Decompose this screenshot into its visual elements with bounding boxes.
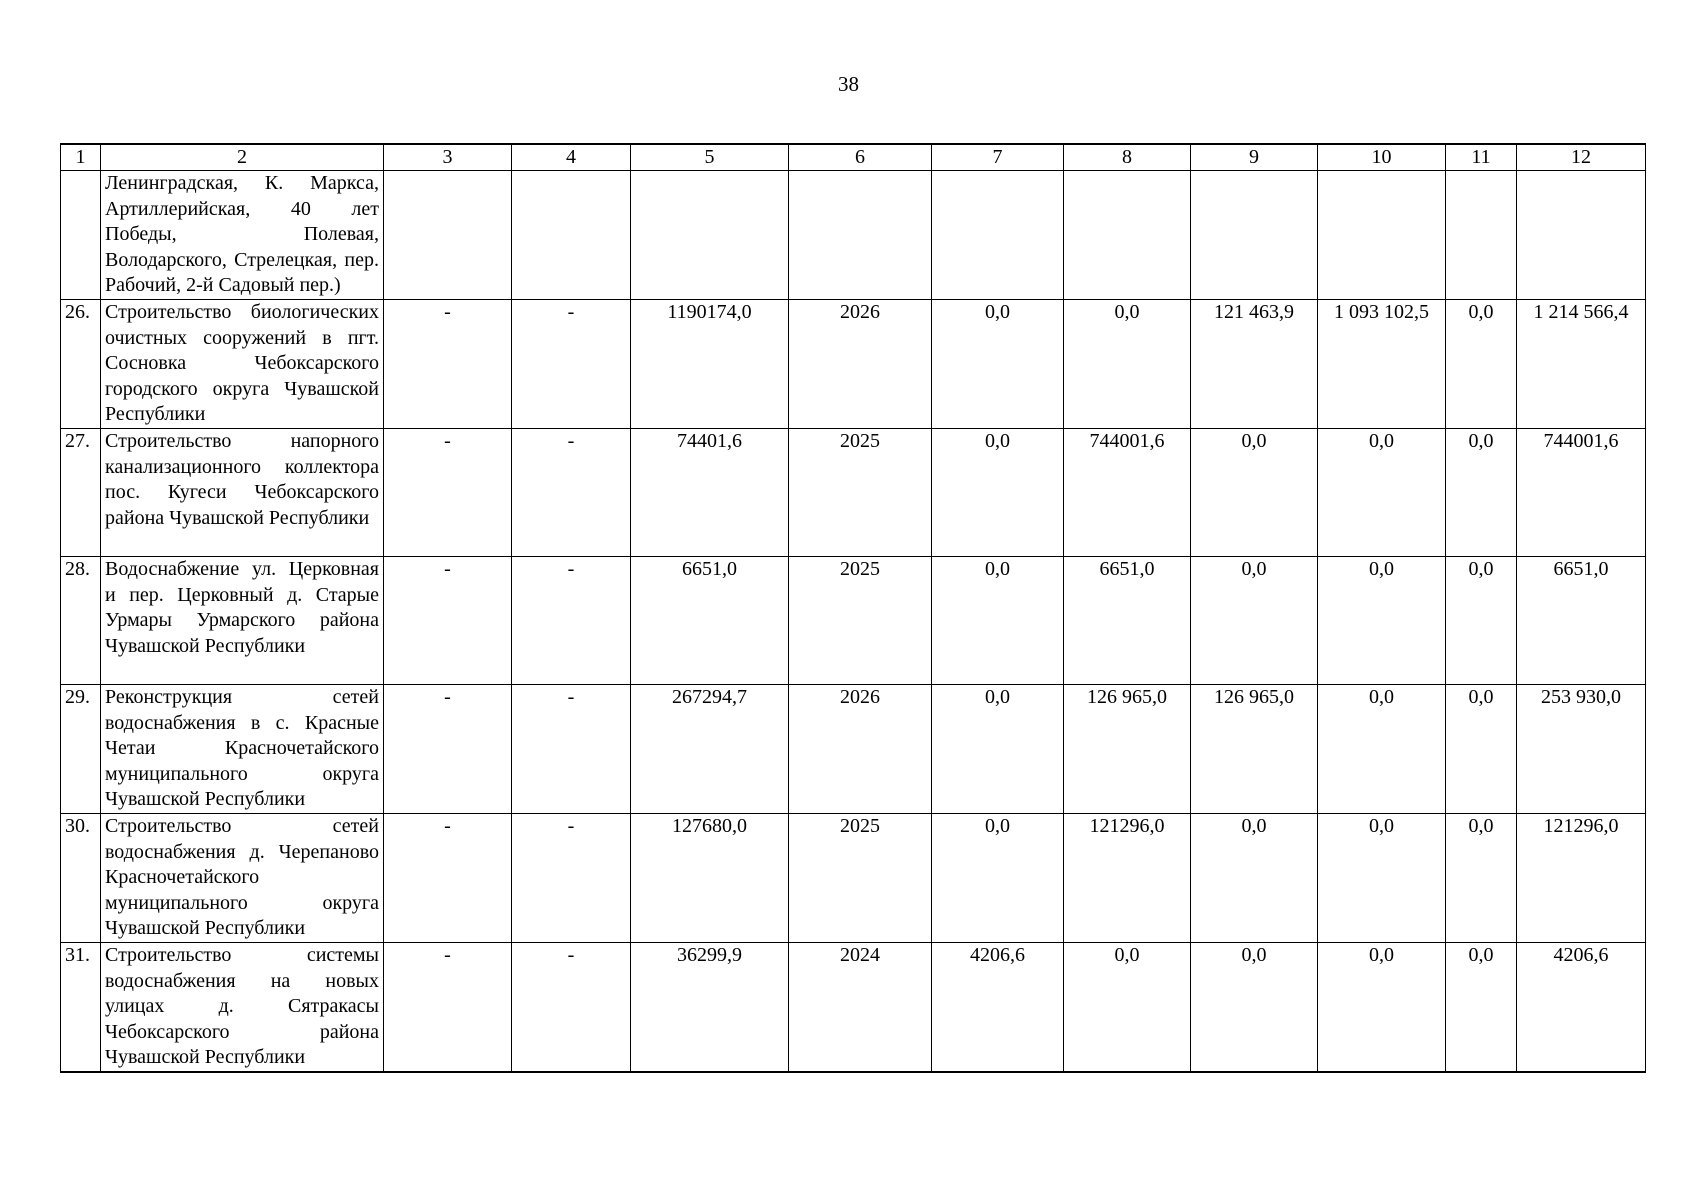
table-row xyxy=(61,942,1646,1071)
cell-empty xyxy=(1191,171,1318,300)
cell-col-10: 1 093 102,5 xyxy=(1318,300,1446,429)
cell-col-8: 0,0 xyxy=(1064,942,1191,1071)
page-number: 38 xyxy=(838,72,859,96)
cell-col-10: 0,0 xyxy=(1318,813,1446,942)
cell-col-12: 121296,0 xyxy=(1517,813,1646,942)
cell-col-4: - xyxy=(512,942,631,1071)
cell-col-8: 6651,0 xyxy=(1064,556,1191,684)
header-cell: 11 xyxy=(1446,144,1517,171)
project-name: Реконструкция сетей водоснабжения в с. Красные Четаи Красночетайского муниципального округа Чувашской Республики xyxy=(101,684,384,813)
table-row xyxy=(61,684,1646,813)
cell-col-12: 1 214 566,4 xyxy=(1517,300,1646,429)
cell-col-11: 0,0 xyxy=(1446,813,1517,942)
project-name: Строительство напорного канализационного коллектора пос. Кугеси Чебоксарского района Чувашской Республики xyxy=(101,428,384,556)
cell-col-3: - xyxy=(384,428,512,556)
cell-col-7: 0,0 xyxy=(932,300,1064,429)
cell-col-11: 0,0 xyxy=(1446,556,1517,684)
cell-col-10: 0,0 xyxy=(1318,942,1446,1071)
table-row xyxy=(61,428,1646,556)
cell-col-10: 0,0 xyxy=(1318,684,1446,813)
cell-col-5: 267294,7 xyxy=(631,684,789,813)
cell-empty xyxy=(1517,171,1646,300)
row-number: 31. xyxy=(61,942,101,1071)
cell-col-3: - xyxy=(384,813,512,942)
cell-col-11: 0,0 xyxy=(1446,428,1517,556)
cell-empty xyxy=(384,171,512,300)
investment-table xyxy=(60,143,1646,1073)
header-cell: 9 xyxy=(1191,144,1318,171)
header-cell: 4 xyxy=(512,144,631,171)
cell-col-9: 0,0 xyxy=(1191,428,1318,556)
cell-col-9: 0,0 xyxy=(1191,942,1318,1071)
cell-empty xyxy=(512,171,631,300)
cell-col-6: 2026 xyxy=(789,300,932,429)
cell-col-12: 744001,6 xyxy=(1517,428,1646,556)
header-cell: 2 xyxy=(101,144,384,171)
cell-col-6: 2025 xyxy=(789,428,932,556)
cell-col-12: 6651,0 xyxy=(1517,556,1646,684)
header-cell: 6 xyxy=(789,144,932,171)
cell-col-9: 121 463,9 xyxy=(1191,300,1318,429)
project-name: Строительство сетей водоснабжения д. Черепаново Красночетайского муниципального округа Чувашской Республики xyxy=(101,813,384,942)
cell-col-9: 0,0 xyxy=(1191,813,1318,942)
cell-empty xyxy=(1064,171,1191,300)
cell-col-7: 0,0 xyxy=(932,428,1064,556)
cell-col-10: 0,0 xyxy=(1318,428,1446,556)
cell-empty xyxy=(1446,171,1517,300)
cell-col-10: 0,0 xyxy=(1318,556,1446,684)
cell-col-7: 0,0 xyxy=(932,813,1064,942)
header-cell: 1 xyxy=(61,144,101,171)
cell-col-7: 0,0 xyxy=(932,556,1064,684)
cell-empty xyxy=(932,171,1064,300)
project-name: Строительство биологических очистных сооружений в пгт. Сосновка Чебоксарского городского округа Чувашской Республики xyxy=(101,300,384,429)
cell-col-3: - xyxy=(384,942,512,1071)
row-number: 28. xyxy=(61,556,101,684)
cell-col-5: 6651,0 xyxy=(631,556,789,684)
cell-col-11: 0,0 xyxy=(1446,942,1517,1071)
cell-col-3: - xyxy=(384,684,512,813)
project-name: Ленинградская, К. Маркса, Артиллерийская, 40 лет Победы, Полевая, Володарского, Стрелецкая, пер. Рабочий, 2-й Садовый пер.) xyxy=(101,171,384,300)
header-cell: 5 xyxy=(631,144,789,171)
header-cell: 12 xyxy=(1517,144,1646,171)
cell-col-8: 744001,6 xyxy=(1064,428,1191,556)
cell-col-5: 36299,9 xyxy=(631,942,789,1071)
header-row xyxy=(61,144,1646,171)
cell-empty xyxy=(631,171,789,300)
cell-col-8: 121296,0 xyxy=(1064,813,1191,942)
cell-col-6: 2026 xyxy=(789,684,932,813)
table-row-continuation xyxy=(61,171,1646,300)
cell-col-3: - xyxy=(384,300,512,429)
row-number: 29. xyxy=(61,684,101,813)
row-number: 26. xyxy=(61,300,101,429)
cell-col-4: - xyxy=(512,684,631,813)
cell-col-7: 4206,6 xyxy=(932,942,1064,1071)
cell-col-7: 0,0 xyxy=(932,684,1064,813)
header-cell: 7 xyxy=(932,144,1064,171)
cell-col-5: 74401,6 xyxy=(631,428,789,556)
cell-col-5: 127680,0 xyxy=(631,813,789,942)
cell-col-3: - xyxy=(384,556,512,684)
table-row xyxy=(61,300,1646,429)
table-row xyxy=(61,813,1646,942)
header-cell: 3 xyxy=(384,144,512,171)
cell-col-4: - xyxy=(512,428,631,556)
cell-col-12: 4206,6 xyxy=(1517,942,1646,1071)
header-cell: 10 xyxy=(1318,144,1446,171)
cell-col-6: 2024 xyxy=(789,942,932,1071)
project-name: Строительство системы водоснабжения на новых улицах д. Сятракасы Чебоксарского района Чувашской Республики xyxy=(101,942,384,1071)
cell-empty xyxy=(789,171,932,300)
table-row xyxy=(61,556,1646,684)
project-name: Водоснабжение ул. Церковная и пер. Церковный д. Старые Урмары Урмарского района Чувашской Республики xyxy=(101,556,384,684)
row-number: 27. xyxy=(61,428,101,556)
cell-col-6: 2025 xyxy=(789,813,932,942)
cell-col-8: 0,0 xyxy=(1064,300,1191,429)
cell-col-11: 0,0 xyxy=(1446,684,1517,813)
row-number: 30. xyxy=(61,813,101,942)
cell-col-9: 126 965,0 xyxy=(1191,684,1318,813)
cell-col-9: 0,0 xyxy=(1191,556,1318,684)
cell-empty xyxy=(1318,171,1446,300)
cell-col-8: 126 965,0 xyxy=(1064,684,1191,813)
cell-col-6: 2025 xyxy=(789,556,932,684)
cell-col-4: - xyxy=(512,300,631,429)
cell-col-11: 0,0 xyxy=(1446,300,1517,429)
cell-col-5: 1190174,0 xyxy=(631,300,789,429)
cell-col-12: 253 930,0 xyxy=(1517,684,1646,813)
row-number xyxy=(61,171,101,300)
cell-col-4: - xyxy=(512,556,631,684)
header-cell: 8 xyxy=(1064,144,1191,171)
cell-col-4: - xyxy=(512,813,631,942)
